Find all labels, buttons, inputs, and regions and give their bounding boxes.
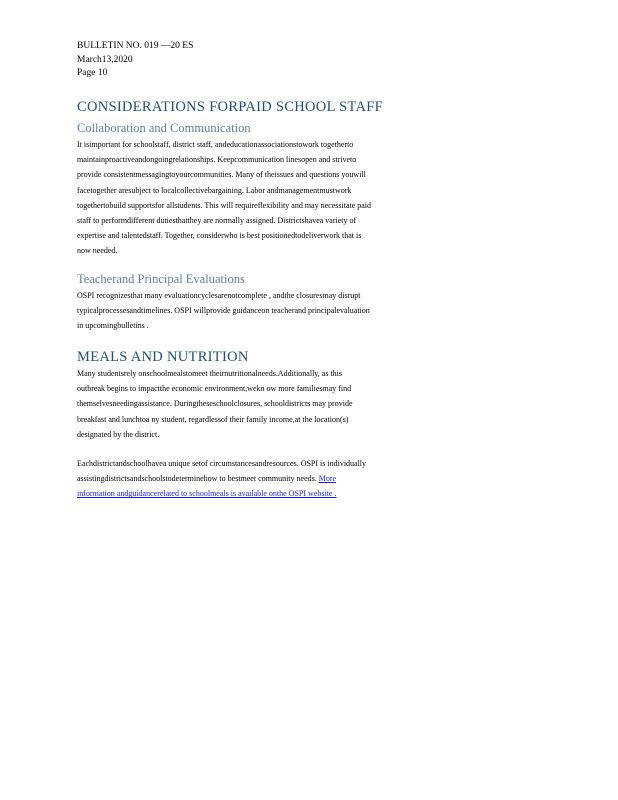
page-number: Page 10: [77, 68, 108, 78]
paragraph-line-text: assistingdistrictsandschoolstodeterminehow to bestmeet community needs.: [77, 474, 319, 484]
meals-paragraph: [77, 366, 514, 442]
paragraph-line: [77, 471, 514, 486]
paragraph-line: provide consistentmessagingtoyourcommunities. Many of theissues and questions youwill: [77, 170, 366, 180]
subsection-title-evaluations: Teacherand Principal Evaluations: [77, 272, 245, 286]
section-title-considerations: CONSIDERATIONS FORPAID SCHOOL STAFF: [77, 99, 383, 115]
paragraph-line: breakfast and lunchtoa ny student, regardlessof their family income,at the location(s): [77, 414, 349, 424]
paragraph-line: Many studentsrely onschoolmealstomeet theirnutritionalneeds.Additionally, as this: [77, 369, 342, 378]
subsection-title-collaboration: Collaboration and Communication: [77, 121, 251, 135]
paragraph-line: expertise and talentedstaff. Together, considerwho is best positionedtodeliverwork that is: [77, 231, 362, 241]
bulletin-date: March13,2020: [77, 54, 133, 65]
ospi-website-link-continued[interactable]: information andguidancerelated to schoolmeals is available onthe OSPI website .: [77, 489, 337, 499]
paragraph-line: outbreak begins to impactthe economic environment,wekn ow more familiesmay find: [77, 384, 352, 394]
paragraph-line: It isimportant for schoolstaff, district staff, andeducationassociationstowork togetherto: [77, 140, 354, 149]
bulletin-number: BULLETIN NO. 019 —20 ES: [77, 41, 194, 51]
bulletin-header: [77, 40, 193, 81]
paragraph-line: in upcomingbulletins .: [77, 321, 149, 331]
paragraph-line: typicalprocessesandtimelines. OSPI willprovide guidanceon teacherand principalevaluation: [77, 306, 370, 316]
paragraph-line: maintainproactiveandongoingrelationships. Keepcommunication linesopen and striveto: [77, 155, 357, 165]
evaluations-paragraph: [77, 288, 514, 334]
paragraph-line: designated by the district.: [77, 429, 160, 439]
section-title-meals: MEALS AND NUTRITION: [77, 349, 249, 365]
paragraph-line: now needed.: [77, 246, 118, 256]
paragraph-line: OSPI recognizesthat many evaluationcyclesarenotcomplete , andthe closuresmay disrupt: [77, 291, 361, 300]
collaboration-paragraph: [77, 137, 514, 259]
meals-resources-paragraph: [77, 456, 514, 502]
paragraph-line: Eachdistrictandschoolhavea unique setof circumstancesandresources. OSPI is individually: [77, 459, 367, 468]
paragraph-line: staff to performdifferent dutiesthatthey are normally assigned. Districtshavea variety of: [77, 215, 357, 225]
ospi-website-link[interactable]: More: [318, 474, 337, 484]
paragraph-line: togethertobuild supportsfor allstudents. This will requireflexibility and may necessitate paid: [77, 200, 372, 210]
paragraph-line: facetogether aresubject to localcollectivebargaining. Labor andmanagementmustwork: [77, 185, 352, 195]
paragraph-line: themselvesneedingassistance. Duringtheseschoolclosures, schooldistricts may provide: [77, 399, 353, 409]
